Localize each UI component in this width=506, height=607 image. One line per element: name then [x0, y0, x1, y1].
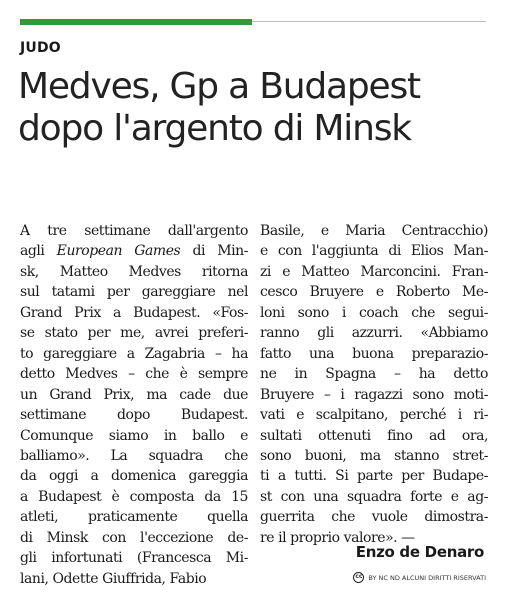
- author-byline: Enzo de Denaro: [355, 543, 484, 561]
- text-line: ne in Spagna – ha detto: [260, 366, 488, 383]
- headline-line-2: dopo l'argento di Minsk: [18, 108, 411, 149]
- section-label: JUDO: [20, 40, 61, 56]
- text-line: fatto una buona preparazio-: [260, 345, 488, 362]
- text-line: Bruyere – i ragazzi sono moti-: [260, 386, 488, 403]
- text-line: se stato per me, avrei preferi-: [20, 325, 248, 342]
- text-line: vati e scalpitano, perché i ri-: [260, 407, 488, 424]
- text-line: atleti, praticamente quella: [20, 509, 248, 526]
- text-line: to gareggiare a Zagabria – ha: [20, 345, 248, 362]
- accent-bar: [20, 19, 252, 25]
- text-line: Basile, e Maria Centracchio): [260, 223, 488, 239]
- text-line: settimane dopo Budapest.: [20, 407, 248, 424]
- article-column-1: [20, 221, 248, 589]
- text-line: Comunque siamo in ballo e: [20, 427, 248, 444]
- text-line: guerrita che vuole dimostra-: [260, 509, 488, 526]
- headline-line-1: Medves, Gp a Budapest: [18, 66, 420, 107]
- text-line: lani, Odette Giuffrida, Fabio: [20, 570, 207, 587]
- creative-commons-icon: cc: [353, 572, 364, 583]
- text-line: Grand Prix a Budapest. «Fos-: [20, 304, 248, 321]
- license-notice: [353, 572, 486, 583]
- headline: [18, 66, 488, 150]
- text-line: ti a tutti. Si parte per Budape-: [260, 468, 488, 485]
- text-line: sul tatami per gareggiare nel: [20, 284, 248, 301]
- text-line: ranno gli azzurri. «Abbiamo: [260, 325, 488, 342]
- text-line: un Grand Prix, ma cade due: [20, 386, 248, 403]
- text-line: a Budapest è composta da 15: [20, 488, 248, 505]
- text-line: st con una squadra forte e ag-: [260, 488, 488, 505]
- text-line: A tre settimane dall'argento: [20, 223, 248, 239]
- text-line: agli European Games di Min-: [20, 243, 248, 260]
- license-text: BY NC ND ALCUNI DIRITTI RISERVATI: [368, 573, 486, 582]
- text-line: da oggi a domenica gareggia: [20, 468, 248, 485]
- text-line: sk, Matteo Medves ritorna: [20, 263, 248, 280]
- text-line: re il proprio valore». —: [260, 529, 415, 546]
- text-line: di Minsk con l'eccezione de-: [20, 529, 248, 546]
- text-line: detto Medves – che è sempre: [20, 366, 248, 383]
- text-line: sultati ottenuti fino ad ora,: [260, 427, 488, 444]
- text-line: balliamo». La squadra che: [20, 447, 248, 464]
- text-line: sono buoni, ma stanno stret-: [260, 447, 488, 464]
- article-column-2: [260, 221, 488, 548]
- text-line: loni sono i coach che segui-: [260, 304, 488, 321]
- text-line: e con l'aggiunta di Elios Man-: [260, 243, 488, 260]
- text-line: gli infortunati (Francesca Mi-: [20, 550, 248, 567]
- text-line: cesco Bruyere e Roberto Me-: [260, 284, 488, 301]
- text-line: zi e Matteo Marconcini. Fran-: [260, 263, 488, 280]
